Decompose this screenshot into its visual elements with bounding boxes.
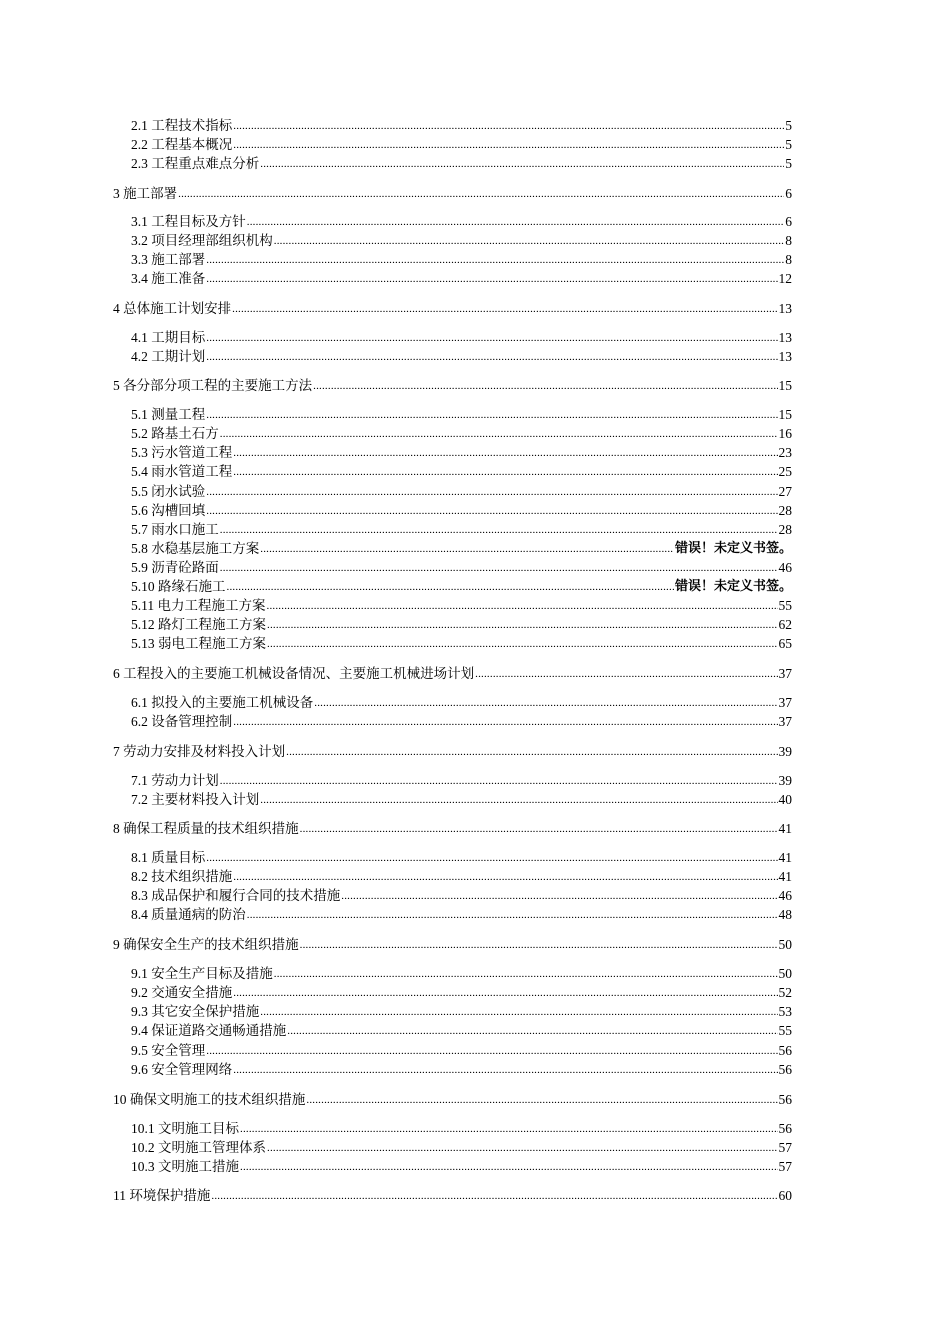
- toc-entry-label: 7 劳动力安排及材料投入计划: [113, 744, 286, 759]
- toc-entry-label: 6.2 设备管理控制: [131, 714, 233, 729]
- toc-page-number: 13: [778, 301, 792, 316]
- dot-leader: [206, 251, 784, 268]
- toc-page-number: 13: [778, 330, 792, 345]
- dot-leader: [220, 772, 778, 789]
- toc-page-number: 12: [778, 271, 792, 286]
- dot-leader: [260, 540, 674, 557]
- toc-page-number: 6: [785, 186, 792, 201]
- toc-entry[interactable]: [131, 425, 792, 442]
- toc-entry[interactable]: [131, 1139, 792, 1156]
- toc-entry-label: 7.1 劳动力计划: [131, 773, 219, 788]
- dot-leader: [267, 1139, 778, 1156]
- toc-entry-label: 3.1 工程目标及方针: [131, 214, 246, 229]
- dot-leader: [240, 1120, 778, 1137]
- dot-leader: [306, 1091, 777, 1108]
- toc-entry[interactable]: [131, 965, 792, 982]
- toc-entry[interactable]: [131, 502, 792, 519]
- dot-leader: [267, 635, 778, 652]
- dot-leader: [220, 425, 778, 442]
- toc-entry-label: 9.6 安全管理网络: [131, 1062, 233, 1077]
- toc-page-number: 55: [778, 1023, 792, 1038]
- toc-entry[interactable]: [131, 406, 792, 423]
- toc-entry-label: 11 环境保护措施: [113, 1188, 211, 1203]
- toc-page-number: 56: [778, 1092, 792, 1107]
- toc-entry-label: 10.1 文明施工目标: [131, 1121, 239, 1136]
- toc-page-number: 15: [778, 407, 792, 422]
- toc-entry-label: 9.2 交通安全措施: [131, 985, 233, 1000]
- toc-page-number: 25: [778, 464, 792, 479]
- toc-entry-label: 5.2 路基土石方: [131, 426, 219, 441]
- dot-leader: [233, 1061, 777, 1078]
- dot-leader: [206, 270, 777, 287]
- toc-entry[interactable]: [131, 117, 792, 134]
- dot-leader: [233, 984, 777, 1001]
- dot-leader: [220, 559, 778, 576]
- dot-leader: [220, 521, 778, 538]
- dot-leader: [206, 483, 777, 500]
- toc-page-number: 57: [778, 1140, 792, 1155]
- toc-entry-label: 10.3 文明施工措施: [131, 1159, 239, 1174]
- toc-entry-label: 5.10 路缘石施工: [131, 579, 226, 594]
- dot-leader: [233, 868, 777, 885]
- toc-entry[interactable]: [131, 1061, 792, 1078]
- dot-leader: [260, 791, 777, 808]
- toc-entry[interactable]: [131, 348, 792, 365]
- toc-page-number: 46: [778, 888, 792, 903]
- toc-entry-label: 5.13 弱电工程施工方案: [131, 636, 266, 651]
- toc-entry[interactable]: [131, 1120, 792, 1137]
- toc-page-number: 8: [785, 252, 792, 267]
- toc-page-number: 41: [778, 869, 792, 884]
- toc-page-number: 28: [778, 522, 792, 537]
- toc-page-number: 28: [778, 503, 792, 518]
- toc-entry[interactable]: [131, 597, 792, 614]
- toc-entry[interactable]: [131, 1003, 792, 1020]
- toc-entry[interactable]: [131, 136, 792, 153]
- toc-entry[interactable]: [113, 665, 792, 682]
- toc-entry-label: 5.1 测量工程: [131, 407, 206, 422]
- toc-page-number: 41: [778, 850, 792, 865]
- toc-entry-label: 8.4 质量通病的防治: [131, 907, 246, 922]
- dot-leader: [206, 1042, 777, 1059]
- dot-leader: [247, 213, 785, 230]
- dot-leader: [260, 155, 784, 172]
- toc-page-number: 53: [778, 1004, 792, 1019]
- toc-entry[interactable]: [131, 791, 792, 808]
- toc-entry[interactable]: [113, 820, 792, 837]
- dot-leader: [206, 406, 777, 423]
- toc-entry[interactable]: [131, 694, 792, 711]
- dot-leader: [206, 348, 777, 365]
- dot-leader: [232, 300, 777, 317]
- bookmark-error-text: 错误！未定义书签。: [674, 579, 792, 594]
- toc-entry[interactable]: [131, 578, 792, 595]
- toc-entry[interactable]: [131, 521, 792, 538]
- toc-page-number: 5: [785, 118, 792, 133]
- toc-entry[interactable]: [131, 483, 792, 500]
- toc-entry-label: 3.4 施工准备: [131, 271, 206, 286]
- dot-leader: [267, 597, 778, 614]
- dot-leader: [206, 849, 777, 866]
- dot-leader: [300, 936, 778, 953]
- toc-page-number: 56: [778, 1043, 792, 1058]
- toc-page-number: 41: [778, 821, 792, 836]
- toc-entry-label: 6 工程投入的主要施工机械设备情况、主要施工机械进场计划: [113, 666, 475, 681]
- toc-page-number: 60: [778, 1188, 792, 1203]
- bookmark-error-text: 错误！未定义书签。: [674, 541, 792, 556]
- toc-entry-label: 5.12 路灯工程施工方案: [131, 617, 266, 632]
- dot-leader: [274, 965, 778, 982]
- toc-entry[interactable]: [131, 540, 792, 557]
- toc-entry[interactable]: [131, 232, 792, 249]
- dot-leader: [233, 463, 777, 480]
- toc-entry-label: 5.11 电力工程施工方案: [131, 598, 266, 613]
- toc-entry-label: 4.1 工期目标: [131, 330, 206, 345]
- toc-entry[interactable]: [131, 849, 792, 866]
- dot-leader: [178, 185, 784, 202]
- toc-entry-label: 2.1 工程技术指标: [131, 118, 233, 133]
- toc-entry-label: 7.2 主要材料投入计划: [131, 792, 260, 807]
- toc-page-number: 52: [778, 985, 792, 1000]
- toc-page-number: 39: [778, 773, 792, 788]
- toc-entry[interactable]: [131, 868, 792, 885]
- toc-page-number: 56: [778, 1062, 792, 1077]
- toc-entry-label: 5.3 污水管道工程: [131, 445, 233, 460]
- toc-entry-label: 9.1 安全生产目标及措施: [131, 966, 273, 981]
- toc-entry[interactable]: [131, 772, 792, 789]
- toc-entry[interactable]: [113, 300, 792, 317]
- dot-leader: [314, 694, 777, 711]
- toc-entry[interactable]: [131, 616, 792, 633]
- toc-entry[interactable]: [113, 377, 792, 394]
- toc-page-number: 37: [778, 695, 792, 710]
- dot-leader: [233, 117, 784, 134]
- toc-entry[interactable]: [113, 1187, 792, 1204]
- toc-entry[interactable]: [131, 984, 792, 1001]
- dot-leader: [233, 136, 784, 153]
- toc-entry[interactable]: [131, 329, 792, 346]
- toc-page-number: 50: [778, 937, 792, 952]
- toc-entry[interactable]: [131, 1042, 792, 1059]
- dot-leader: [287, 1022, 777, 1039]
- toc-page-number: 55: [778, 598, 792, 613]
- dot-leader: [227, 578, 674, 595]
- toc-entry[interactable]: [113, 936, 792, 953]
- dot-leader: [341, 887, 777, 904]
- toc-page-number: 5: [785, 137, 792, 152]
- toc-page-number: 37: [778, 666, 792, 681]
- toc-page-number: 15: [778, 378, 792, 393]
- toc-entry[interactable]: [131, 155, 792, 172]
- dot-leader: [211, 1187, 777, 1204]
- toc-entry-label: 9.4 保证道路交通畅通措施: [131, 1023, 287, 1038]
- toc-page-number: 56: [778, 1121, 792, 1136]
- dot-leader: [300, 820, 778, 837]
- toc-page-number: 46: [778, 560, 792, 575]
- toc-entry-label: 5.7 雨水口施工: [131, 522, 219, 537]
- toc-entry-label: 2.2 工程基本概况: [131, 137, 233, 152]
- dot-leader: [233, 444, 777, 461]
- toc-page-number: 50: [778, 966, 792, 981]
- dot-leader: [247, 906, 778, 923]
- toc-entry-label: 8 确保工程质量的技术组织措施: [113, 821, 299, 836]
- toc-entry-label: 5.6 沟槽回填: [131, 503, 206, 518]
- toc-entry[interactable]: [131, 559, 792, 576]
- dot-leader: [260, 1003, 777, 1020]
- toc-entry-label: 8.3 成品保护和履行合同的技术措施: [131, 888, 341, 903]
- dot-leader: [233, 713, 777, 730]
- dot-leader: [206, 329, 777, 346]
- toc-page-number: 37: [778, 714, 792, 729]
- toc-entry-label: 5 各分部分项工程的主要施工方法: [113, 378, 313, 393]
- toc-entry[interactable]: [131, 444, 792, 461]
- toc-page-number: 27: [778, 484, 792, 499]
- toc-page-number: 23: [778, 445, 792, 460]
- toc-entry-label: 3.2 项目经理部组织机构: [131, 233, 273, 248]
- dot-leader: [313, 377, 777, 394]
- toc-entry[interactable]: [131, 713, 792, 730]
- toc-page-number: 13: [778, 349, 792, 364]
- toc-entry-label: 10 确保文明施工的技术组织措施: [113, 1092, 306, 1107]
- toc-entry-label: 10.2 文明施工管理体系: [131, 1140, 266, 1155]
- toc-entry-label: 5.8 水稳基层施工方案: [131, 541, 260, 556]
- dot-leader: [274, 232, 785, 249]
- toc-page-number: 65: [778, 636, 792, 651]
- toc-entry[interactable]: [113, 743, 792, 760]
- dot-leader: [286, 743, 777, 760]
- toc-entry-label: 2.3 工程重点难点分析: [131, 156, 260, 171]
- toc-page-number: 5: [785, 156, 792, 171]
- toc-entry[interactable]: [131, 1022, 792, 1039]
- toc-page-number: 57: [778, 1159, 792, 1174]
- toc-entry[interactable]: [131, 887, 792, 904]
- toc-entry[interactable]: [131, 635, 792, 652]
- toc-entry-label: 9.5 安全管理: [131, 1043, 206, 1058]
- toc-entry-label: 9.3 其它安全保护措施: [131, 1004, 260, 1019]
- toc-entry-label: 8.2 技术组织措施: [131, 869, 233, 884]
- toc-entry-label: 3.3 施工部署: [131, 252, 206, 267]
- toc-entry-label: 5.5 闭水试验: [131, 484, 206, 499]
- toc-entry[interactable]: [131, 251, 792, 268]
- toc-entry[interactable]: [131, 906, 792, 923]
- dot-leader: [267, 616, 778, 633]
- dot-leader: [206, 502, 777, 519]
- toc-entry-label: 9 确保安全生产的技术组织措施: [113, 937, 299, 952]
- toc-entry[interactable]: [131, 1158, 792, 1175]
- toc-entry-label: 3 施工部署: [113, 186, 178, 201]
- toc-entry[interactable]: [131, 213, 792, 230]
- toc-entry[interactable]: [131, 270, 792, 287]
- toc-entry[interactable]: [113, 185, 792, 202]
- toc-entry-label: 4.2 工期计划: [131, 349, 206, 364]
- toc-entry-label: 4 总体施工计划安排: [113, 301, 232, 316]
- toc-entry-label: 8.1 质量目标: [131, 850, 206, 865]
- toc-entry-label: 6.1 拟投入的主要施工机械设备: [131, 695, 314, 710]
- toc-page-number: 40: [778, 792, 792, 807]
- toc-entry[interactable]: [113, 1091, 792, 1108]
- toc-entry-label: 5.9 沥青砼路面: [131, 560, 219, 575]
- toc-entry-label: 5.4 雨水管道工程: [131, 464, 233, 479]
- toc-page-number: 39: [778, 744, 792, 759]
- toc-entry[interactable]: [131, 463, 792, 480]
- toc-page-number: 62: [778, 617, 792, 632]
- dot-leader: [475, 665, 777, 682]
- toc-page-number: 16: [778, 426, 792, 441]
- toc-page-number: 8: [785, 233, 792, 248]
- toc-page-number: 48: [778, 907, 792, 922]
- toc-page-number: 6: [785, 214, 792, 229]
- dot-leader: [240, 1158, 778, 1175]
